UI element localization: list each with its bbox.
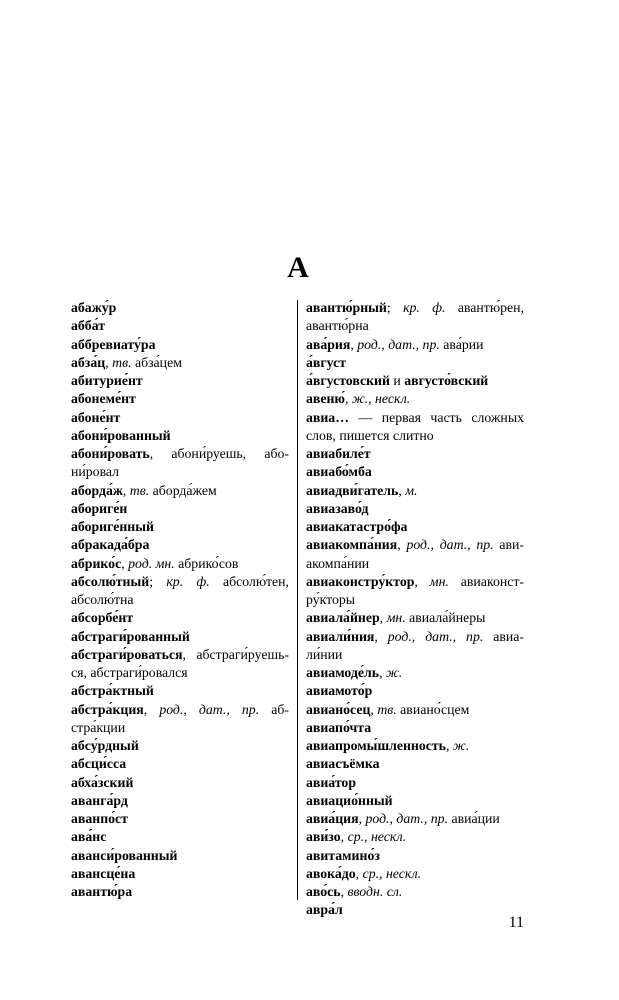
dictionary-entry xyxy=(306,463,524,481)
dictionary-entry xyxy=(306,409,524,446)
dictionary-entry xyxy=(71,737,289,755)
headword: аво́сь xyxy=(306,884,341,899)
headword: абсци́сса xyxy=(71,756,127,772)
dictionary-entry xyxy=(71,828,289,846)
headword: авиазаво́д xyxy=(306,500,369,516)
headword: абориге́н xyxy=(71,500,128,516)
grammar-label: тв. xyxy=(112,354,132,370)
headword: абба́т xyxy=(71,318,106,334)
dictionary-entry xyxy=(71,482,289,500)
entry-text: , xyxy=(340,829,348,845)
headword: абони́рованный xyxy=(71,427,171,443)
entry-text: — первая часть сложных слов, пишется слитно xyxy=(306,409,524,443)
dictionary-entry xyxy=(71,628,289,646)
dictionary-entry xyxy=(306,299,524,336)
grammar-label: тв. xyxy=(377,701,397,717)
page-number: 11 xyxy=(508,914,524,931)
headword: а́вгуст xyxy=(306,354,346,370)
entry-text: , xyxy=(121,555,129,571)
dictionary-entry xyxy=(306,664,524,682)
dictionary-entry xyxy=(71,682,289,700)
entry-text: аборда́жем xyxy=(149,482,217,498)
grammar-label: тв. xyxy=(129,482,150,498)
entry-text: , xyxy=(350,336,358,352)
headword: авиала́йнер xyxy=(306,610,380,626)
entry-text: авиано́сцем xyxy=(396,701,470,717)
grammar-label: кр. ф. xyxy=(403,300,446,315)
headword: авантю́ра xyxy=(71,884,133,899)
dictionary-entry xyxy=(71,518,289,536)
headword: авантю́рный xyxy=(306,300,387,315)
entry-text: , xyxy=(379,610,387,626)
dictionary-entry xyxy=(306,792,524,810)
headword: абсолю́тный xyxy=(71,573,150,589)
dictionary-entry xyxy=(71,555,289,573)
dictionary-entry xyxy=(71,317,289,335)
dictionary-entry xyxy=(71,701,289,738)
dictionary-entry xyxy=(306,865,524,883)
entry-text: , xyxy=(445,738,453,753)
dictionary-entry xyxy=(306,609,524,627)
dictionary-entry xyxy=(306,701,524,719)
dictionary-entry xyxy=(306,883,524,901)
headword: а́вгустовский xyxy=(306,373,390,388)
grammar-label: род., дат., пр. xyxy=(365,811,449,826)
headword: аванпо́ст xyxy=(71,811,128,826)
headword: авеню́ xyxy=(306,391,345,407)
entry-text: авиаконстру́кторы xyxy=(306,573,524,607)
headword: авиаконстру́ктор xyxy=(306,573,415,589)
grammar-label: род., дат., пр. xyxy=(159,701,260,717)
dictionary-entry xyxy=(71,336,289,354)
dictionary-entry xyxy=(71,755,289,773)
headword: абориге́нный xyxy=(71,519,154,534)
entry-text: , xyxy=(358,811,366,826)
headword: абстра́ктный xyxy=(71,683,154,699)
dictionary-entry xyxy=(306,336,524,354)
headword: аборда́ж xyxy=(71,482,123,498)
dictionary-entry xyxy=(306,810,524,828)
entry-text: , xyxy=(398,482,406,498)
entry-text: ава́рии xyxy=(439,336,484,352)
dictionary-entry xyxy=(306,774,524,792)
entry-text: авантю́рен, авантю́рна xyxy=(306,300,524,334)
entry-text: авиали́нии xyxy=(306,628,524,662)
entry-text: , xyxy=(105,354,113,370)
headword: авитамино́з xyxy=(306,847,380,863)
headword: абсорбе́нт xyxy=(71,610,134,626)
dictionary-entry xyxy=(71,883,289,901)
headword: абстра́кция xyxy=(71,701,144,717)
headword: абха́зский xyxy=(71,774,134,790)
dictionary-entry xyxy=(71,536,289,554)
section-letter: А xyxy=(287,251,309,284)
headword: абракада́бра xyxy=(71,537,150,553)
headword: авиамото́р xyxy=(306,683,373,699)
dictionary-entry xyxy=(71,372,289,390)
dictionary-entry xyxy=(71,792,289,810)
entry-text: , xyxy=(143,701,160,717)
grammar-label: мн. xyxy=(429,573,449,589)
dictionary-entry xyxy=(71,409,289,427)
entry-text: авиакомпа́нии xyxy=(306,537,524,571)
headword: авиацио́нный xyxy=(306,792,393,808)
headword: авиа́тор xyxy=(306,774,357,790)
dictionary-entry xyxy=(306,518,524,536)
headword: авиакатастро́фа xyxy=(306,519,408,534)
dictionary-entry xyxy=(306,737,524,755)
entry-text: , xyxy=(355,865,363,881)
headword: абсу́рдный xyxy=(71,738,139,753)
headword: авиано́сец xyxy=(306,701,371,717)
entry-text: абза́цем xyxy=(131,354,182,370)
grammar-label: кр. ф. xyxy=(166,573,210,589)
left-column xyxy=(71,299,289,901)
entry-text: , xyxy=(374,628,388,644)
dictionary-entry xyxy=(306,901,524,919)
headword: авока́до xyxy=(306,865,356,881)
grammar-label: ж. xyxy=(385,665,403,680)
entry-text: и xyxy=(389,373,405,388)
headword: авансце́на xyxy=(71,865,136,881)
dictionary-entry xyxy=(71,865,289,883)
dictionary-entry xyxy=(71,847,289,865)
right-column xyxy=(306,299,524,920)
grammar-label: ж. xyxy=(452,738,470,753)
entry-text: , xyxy=(414,573,430,589)
headword: авиакомпа́ния xyxy=(306,537,398,553)
entry-text: , xyxy=(122,482,130,498)
headword: ава́рия xyxy=(306,336,351,352)
dictionary-entry xyxy=(71,427,289,445)
dictionary-entry xyxy=(306,354,524,372)
dictionary-entry xyxy=(71,609,289,627)
grammar-label: род., дат., пр. xyxy=(387,628,484,644)
dictionary-entry xyxy=(306,390,524,408)
dictionary-entry xyxy=(306,755,524,773)
grammar-label: ср., нескл. xyxy=(362,865,422,881)
column-divider xyxy=(297,300,298,900)
grammar-label: мн. xyxy=(386,610,406,626)
dictionary-entry xyxy=(71,390,289,408)
headword: авиабо́мба xyxy=(306,464,372,480)
dictionary-entry xyxy=(71,445,289,482)
headword: авиа… xyxy=(306,409,349,425)
headword: авиадви́гатель xyxy=(306,482,399,498)
grammar-label: вводн. сл. xyxy=(347,884,403,899)
headword: абажу́р xyxy=(71,300,117,315)
headword: аванга́рд xyxy=(71,792,128,808)
dictionary-entry xyxy=(71,573,289,610)
entry-text: авиала́йнеры xyxy=(405,610,486,626)
entry-text: , xyxy=(397,537,407,553)
dictionary-entry xyxy=(306,573,524,610)
entry-text: ; xyxy=(149,573,167,589)
headword: абза́ц xyxy=(71,354,106,370)
dictionary-entry xyxy=(306,372,524,390)
dictionary-entry xyxy=(71,354,289,372)
headword: авиабиле́т xyxy=(306,446,371,461)
headword: абони́ровать xyxy=(71,446,150,461)
headword: абстраги́роваться xyxy=(71,646,183,662)
dictionary-entry xyxy=(71,810,289,828)
headword: абитурие́нт xyxy=(71,373,143,388)
dictionary-entry xyxy=(306,847,524,865)
headword: авиали́ния xyxy=(306,628,375,644)
dictionary-entry xyxy=(306,628,524,665)
dictionary-entry xyxy=(306,719,524,737)
entry-text: , xyxy=(344,391,352,407)
dictionary-entry xyxy=(306,828,524,846)
entry-text: авиа́ции xyxy=(448,811,500,826)
headword: ави́зо xyxy=(306,829,341,845)
headword: абстраги́рованный xyxy=(71,628,190,644)
grammar-label: род., дат., пр. xyxy=(406,537,494,553)
headword: абоне́нт xyxy=(71,409,121,425)
headword: авиамоде́ль xyxy=(306,665,380,680)
grammar-label: м. xyxy=(405,482,418,498)
entry-text: ; xyxy=(386,300,404,315)
dictionary-entry xyxy=(306,536,524,573)
grammar-label: ж., нескл. xyxy=(351,391,411,407)
headword: абонеме́нт xyxy=(71,391,136,407)
entry-text: , абони́руешь, абони́ровал xyxy=(71,446,289,480)
grammar-label: род. мн. xyxy=(128,555,175,571)
headword: аббревиату́ра xyxy=(71,336,156,352)
dictionary-entry xyxy=(306,445,524,463)
entry-text: , xyxy=(370,701,378,717)
headword: авра́л xyxy=(306,902,343,918)
entry-text: абрико́сов xyxy=(174,555,239,571)
dictionary-entry xyxy=(71,646,289,683)
grammar-label: род., дат., пр. xyxy=(357,336,440,352)
headword: ава́нс xyxy=(71,829,107,845)
entry-text: абсолю́тен, абсолю́тна xyxy=(71,573,289,607)
entry-text: абстра́кции xyxy=(71,701,290,735)
grammar-label: ср., нескл. xyxy=(347,829,407,845)
headword: аванси́рованный xyxy=(71,847,178,863)
headword: авиа́ция xyxy=(306,811,359,826)
dictionary-entry xyxy=(71,299,289,317)
dictionary-entry xyxy=(306,500,524,518)
entry-text: , xyxy=(379,665,386,680)
dictionary-entry xyxy=(306,482,524,500)
dictionary-entry xyxy=(306,682,524,700)
entry-text: , xyxy=(340,884,348,899)
entry-text: , абстраги́руешься, абстраги́ровался xyxy=(71,646,289,680)
headword: авиапромы́шленность xyxy=(306,738,446,753)
headword: августо́вский xyxy=(404,373,489,388)
headword: авиасъёмка xyxy=(306,756,380,772)
headword: абрико́с xyxy=(71,555,122,571)
headword: авиапо́чта xyxy=(306,719,372,735)
dictionary-entry xyxy=(71,774,289,792)
dictionary-entry xyxy=(71,500,289,518)
